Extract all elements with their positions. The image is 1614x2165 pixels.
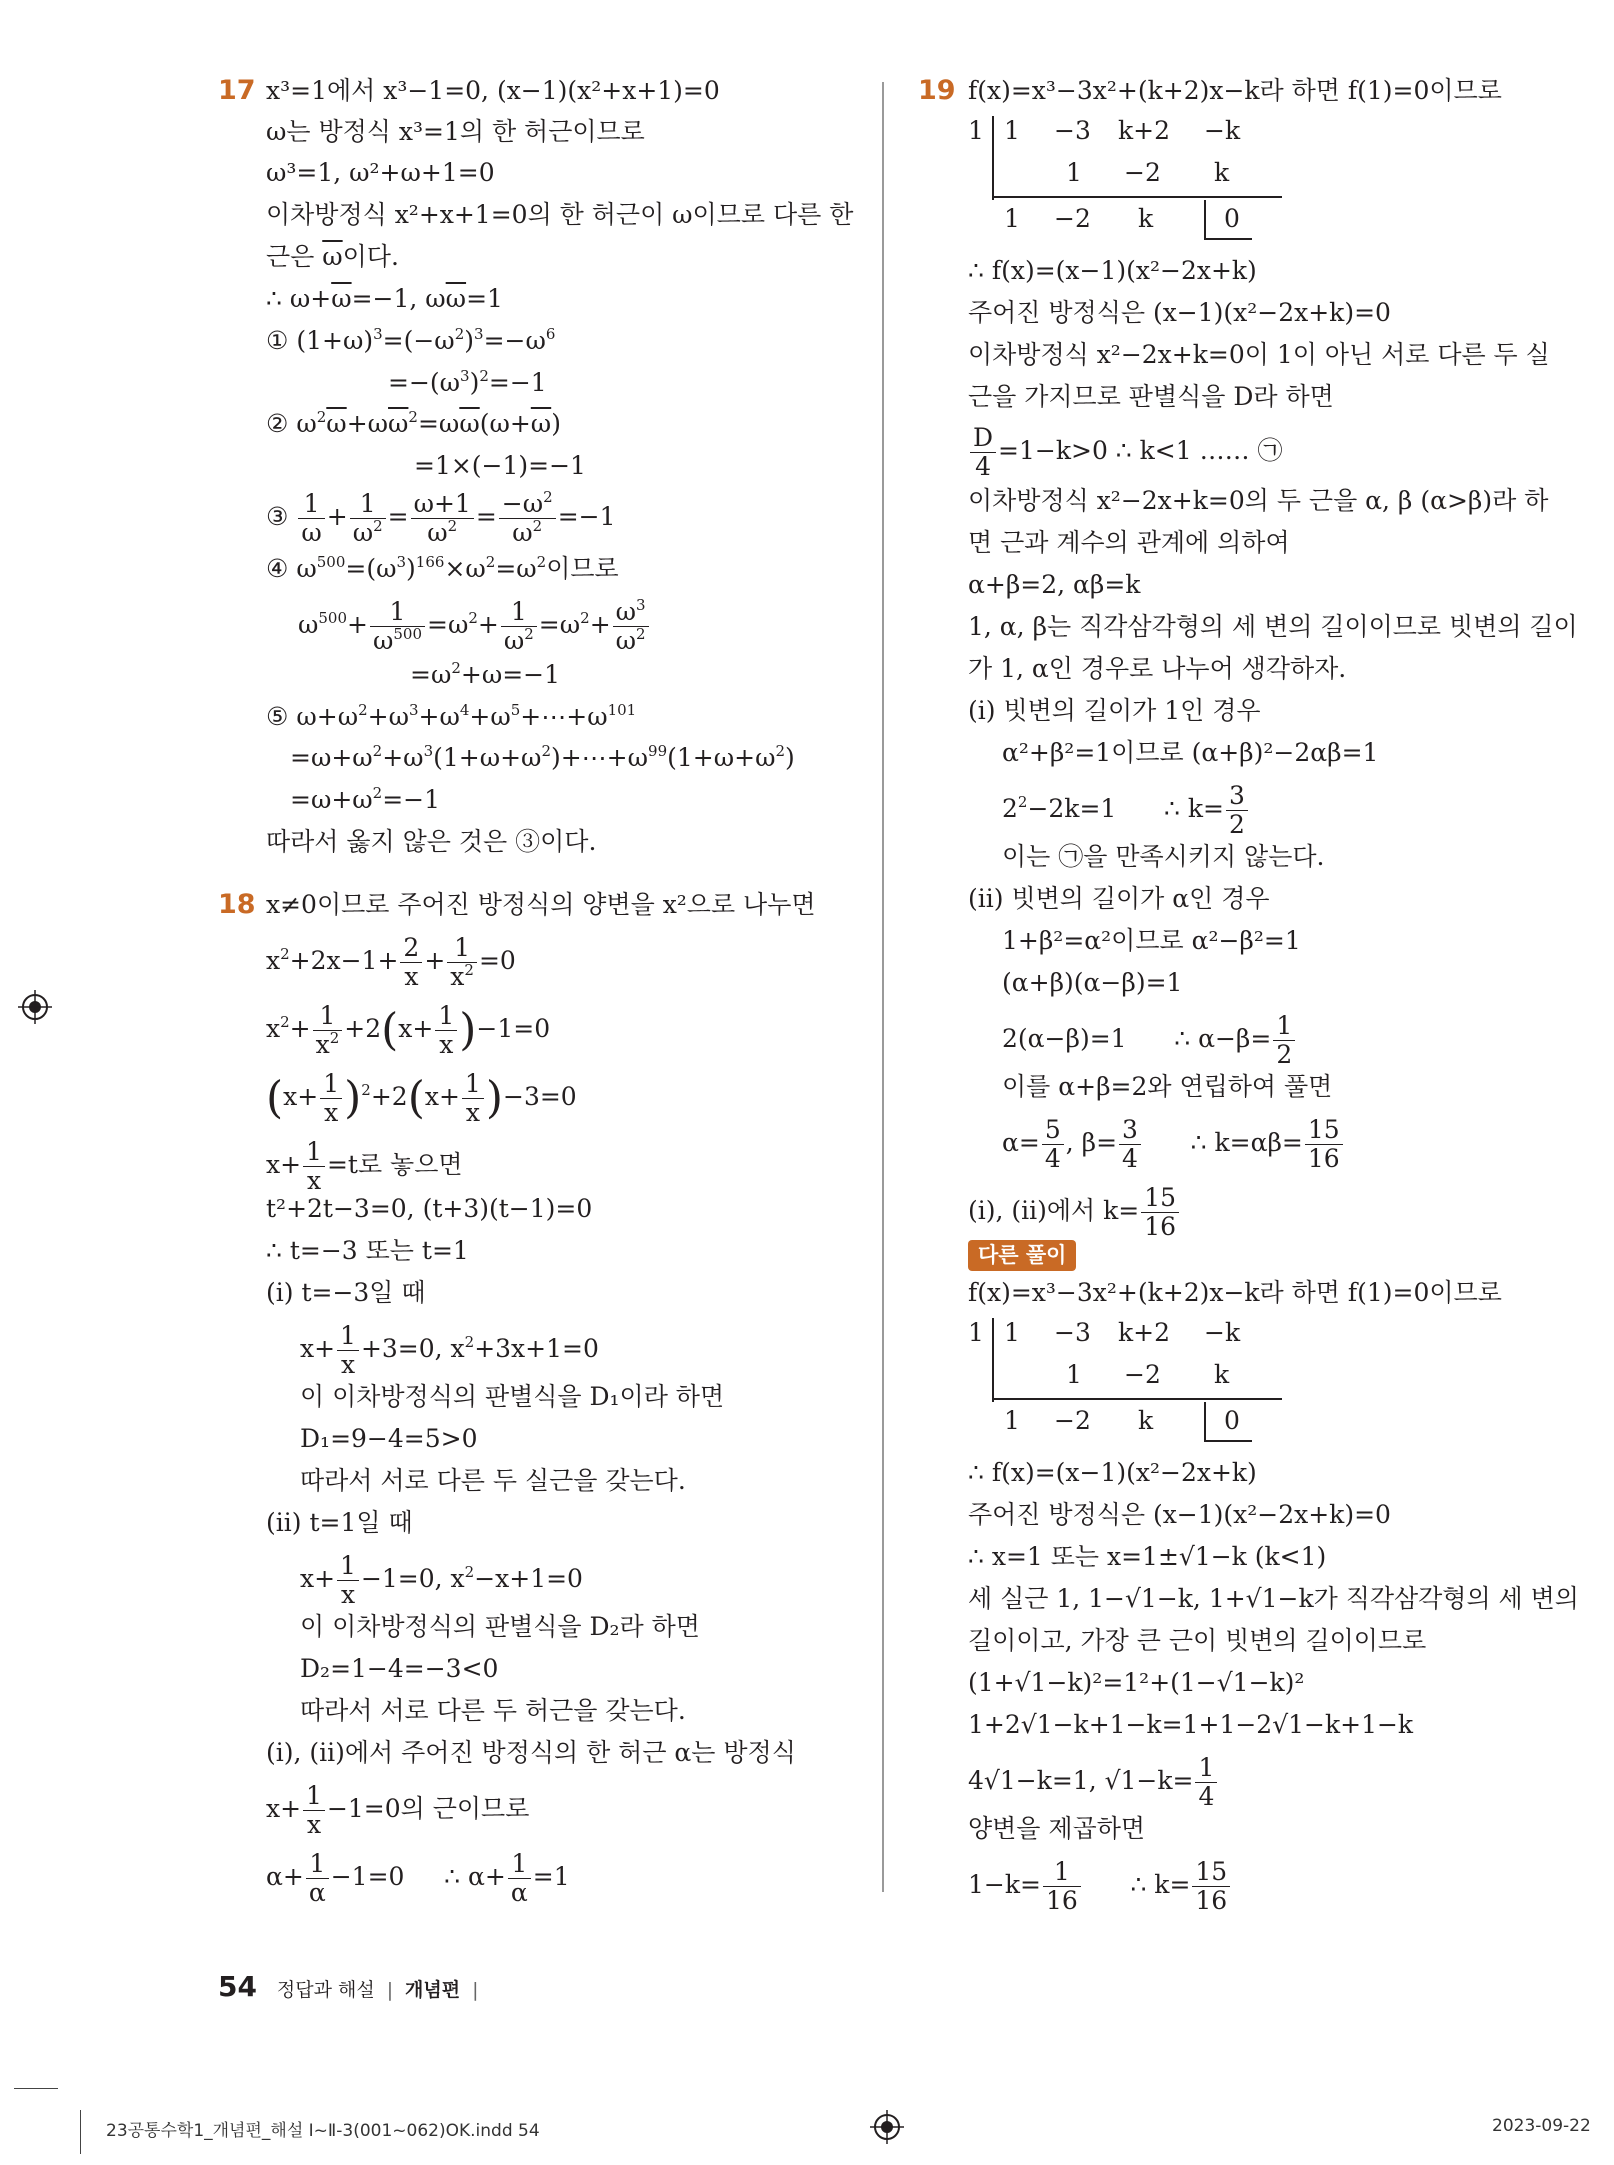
- p19-alt3: 주어진 방정식은 (x−1)(x²−2x+k)=0: [968, 1500, 1391, 1529]
- footer-separator-1: |: [386, 1979, 394, 2001]
- sd2-remainder-hline: [1204, 1440, 1252, 1442]
- p17-line1: x³=1에서 x³−1=0, (x−1)(x²+x+1)=0: [266, 76, 720, 105]
- sd2-c4: −k: [1204, 1318, 1241, 1347]
- sd1-remainder: 0: [1224, 204, 1240, 233]
- p18-case2-val: D₂=1−4=−3<0: [300, 1654, 499, 1683]
- p19-alt1: f(x)=x³−3x²+(k+2)x−k라 하면 f(1)=0이므로: [968, 1278, 1502, 1307]
- p19-line7: 이차방정식 x²−2x+k=0의 두 근을 α, β (α>β)라 하: [968, 486, 1549, 515]
- p19-line6: $\frac{D}{4}$ =1−k>0 ∴ k<1 …… ㉠: [968, 424, 1283, 481]
- p18-eq-1: $x^2+2x-1+$ $\frac{2}{x}$ + $\frac{1}{x^2}$ =0: [266, 933, 516, 991]
- p19-case2-a: 1+β²=α²이므로 α²−β²=1: [1002, 926, 1301, 955]
- sd2-r3b: −2: [1054, 1406, 1091, 1435]
- p18-case2-concl: 따라서 서로 다른 두 허근을 갖는다.: [300, 1696, 686, 1725]
- sd1-remainder-hline: [1204, 238, 1252, 240]
- sd2-r2a: 1: [1066, 1360, 1082, 1389]
- sd1-r2c: k: [1214, 158, 1230, 187]
- print-date: 2023-09-22: [1492, 2116, 1591, 2136]
- p19-alt10: 양변을 제곱하면: [968, 1814, 1145, 1843]
- column-divider: [882, 82, 884, 1892]
- p17-eq-4a: ④ $\omega^{500}=(\omega^3)^{166}\times\omega^2=\omega^2$이므로: [266, 553, 619, 583]
- p19-case1: (ⅰ) 빗변의 길이가 1인 경우: [968, 696, 1261, 725]
- p19-alt8: 1+2√1−k+1−k=1+1−2√1−k+1−k: [968, 1710, 1414, 1739]
- p19-line9: α+β=2, αβ=k: [968, 570, 1141, 599]
- p18-eq-t: t²+2t−3=0, (t+3)(t−1)=0: [266, 1194, 593, 1223]
- sd1-c4: −k: [1204, 116, 1241, 145]
- sd2-remainder-vline: [1204, 1402, 1206, 1442]
- sd2-r2b: −2: [1124, 1360, 1161, 1389]
- p19-alt7: (1+√1−k)²=1²+(1−√1−k)²: [968, 1668, 1305, 1697]
- p18-eq-3: (x+ $\frac{1}{x}$ )$^2$+2(x+ $\frac{1}{x}$ )−3=0: [266, 1069, 577, 1127]
- p19-alt11: 1−k= $\frac{1}{16}$ ∴ k= $\frac{15}{16}$: [968, 1858, 1232, 1915]
- p19-alt4: ∴ x=1 또는 x=1±√1−k (k<1): [968, 1542, 1327, 1571]
- sd1-c1: 1: [1004, 116, 1020, 145]
- sd1-r3c: k: [1138, 204, 1154, 233]
- p18-case1-concl: 따라서 서로 다른 두 실근을 갖는다.: [300, 1466, 686, 1495]
- p18-case1-eq: x+ $\frac{1}{x}$ +3=0, $x^2+3x+1=0$: [300, 1321, 599, 1379]
- p19-line2: ∴ f(x)=(x−1)(x²−2x+k): [968, 256, 1257, 285]
- p19-case2-c: 2(α−β)=1 ∴ α−β= $\frac{1}{2}$: [1002, 1012, 1297, 1069]
- sd1-r2b: −2: [1124, 158, 1161, 187]
- sd1-c2: −3: [1054, 116, 1091, 145]
- p17-line2: ω는 방정식 x³=1의 한 허근이므로: [266, 117, 645, 146]
- p19-line11: 가 1, α인 경우로 나누어 생각하자.: [968, 654, 1347, 683]
- footer-edition: 개념편: [405, 1979, 461, 2001]
- p18-case1-val: D₁=9−4=5>0: [300, 1424, 478, 1453]
- p19-line8: 면 근과 계수의 관계에 의하여: [968, 528, 1290, 557]
- p18-case2-disc: 이 이차방정식의 판별식을 D₂라 하면: [300, 1612, 700, 1641]
- p18-final3: α+ $\frac{1}{\alpha}$ −1=0 ∴ α+ $\frac{1}{\alpha}$ =1: [266, 1849, 570, 1907]
- synthetic-division-1: [968, 116, 1308, 246]
- sd2-divisor: 1: [968, 1318, 984, 1347]
- p17-eq-5a: ⑤ $\omega+\omega^2+\omega^3+\omega^4+\omega^5+\cdots+\omega^{101}$: [266, 701, 637, 731]
- p18-case1: (ⅰ) t=−3일 때: [266, 1278, 426, 1307]
- p19-alt6: 길이이고, 가장 큰 근이 빗변의 길이이므로: [968, 1626, 1427, 1655]
- print-file-info: 23공통수학1_개념편_해설 Ⅰ~Ⅱ-3(001~062)OK.indd 54: [106, 2121, 540, 2141]
- p17-eq-2b: =1×(−1)=−1: [414, 451, 586, 480]
- registration-mark-bottom-icon: [870, 2110, 904, 2144]
- p19-case2-b: (α+β)(α−β)=1: [1002, 968, 1183, 997]
- sd1-remainder-vline: [1204, 200, 1206, 240]
- p19-case2-e: α= $\frac{5}{4}$ , β= $\frac{3}{4}$ ∴ k=αβ= $\frac{15}{16}$: [1002, 1116, 1345, 1173]
- p18-eq-t2: ∴ t=−3 또는 t=1: [266, 1236, 469, 1265]
- p17-eq-5b: $=\omega+\omega^2+\omega^3(1+\omega+\omega^2)+\cdots+\omega^{99}(1+\omega+\omega^2)$: [290, 742, 795, 772]
- sd2-r3a: 1: [1004, 1406, 1020, 1435]
- synthetic-division-2: [968, 1318, 1308, 1448]
- p17-line4: 이차방정식 x²+x+1=0의 한 허근이 ω이므로 다른 한: [266, 200, 854, 229]
- problem-17-number: 17: [218, 75, 256, 106]
- p19-alt2: ∴ f(x)=(x−1)(x²−2x+k): [968, 1458, 1257, 1487]
- p18-eq-2: $x^2+$ $\frac{1}{x^2}$ +2(x+ $\frac{1}{x}$ )−1=0: [266, 1001, 551, 1059]
- sd2-remainder: 0: [1224, 1406, 1240, 1435]
- p18-case2: (ⅱ) t=1일 때: [266, 1508, 413, 1537]
- p18-line1: x≠0이므로 주어진 방정식의 양변을 x²으로 나누면: [266, 890, 816, 919]
- p19-case2-d: 이를 α+β=2와 연립하여 풀면: [1002, 1072, 1333, 1101]
- p17-eq-4b: $\omega^{500}+$ $\frac{1}{\omega^{500}}$ $=\omega^2+$ $\frac{1}{\omega^2}$ $=\omega^2+$ $\frac{\omega^3}{\omega^2}$: [298, 598, 651, 655]
- sd1-r3b: −2: [1054, 204, 1091, 233]
- footer-section: 정답과 해설: [276, 1979, 375, 2001]
- p17-line3: ω³=1, ω²+ω+1=0: [266, 158, 495, 187]
- footer-separator-2: |: [472, 1979, 479, 2001]
- problem-19-number: 19: [918, 75, 956, 106]
- p17-conclusion: 따라서 옳지 않은 것은 ③이다.: [266, 827, 597, 856]
- sd1-r3a: 1: [1004, 204, 1020, 233]
- p19-line4: 이차방정식 x²−2x+k=0이 1이 아닌 서로 다른 두 실: [968, 340, 1550, 369]
- p19-alt9: 4√1−k=1, √1−k= $\frac{1}{4}$: [968, 1754, 1219, 1811]
- sd1-c3: k+2: [1118, 116, 1171, 145]
- crop-mark-horizontal: [14, 2088, 58, 2089]
- p17-eq-1b: $=-(\omega^3)^2=-1$: [388, 367, 547, 397]
- sd2-c1: 1: [1004, 1318, 1020, 1347]
- p19-result: (ⅰ), (ⅱ)에서 k= $\frac{15}{16}$: [968, 1184, 1181, 1241]
- sd1-divisor: 1: [968, 116, 984, 145]
- sd2-r2c: k: [1214, 1360, 1230, 1389]
- p18-final2: x+ $\frac{1}{x}$ −1=0의 근이므로: [266, 1781, 530, 1839]
- p17-eq-5c: $=\omega+\omega^2=-1$: [290, 784, 441, 814]
- p19-case1-c: 이는 ㉠을 만족시키지 않는다.: [1002, 842, 1325, 871]
- page-number: 54: [218, 1970, 257, 2003]
- sd2-r3c: k: [1138, 1406, 1154, 1435]
- p17-eq-2a: ② $\omega^2\overline{\omega}+\omega\overline{\omega}^2=\omega\overline{\omega}(\omega+\overline{\omega})$: [266, 408, 561, 438]
- p19-line3: 주어진 방정식은 (x−1)(x²−2x+k)=0: [968, 298, 1391, 327]
- problem-18-number: 18: [218, 889, 256, 920]
- p19-case1-a: α²+β²=1이므로 (α+β)²−2αβ=1: [1002, 738, 1379, 767]
- p17-line5: 근은 $\overline{\omega}$이다.: [266, 242, 399, 271]
- p19-line5: 근을 가지므로 판별식을 D라 하면: [968, 382, 1334, 411]
- sd2-hline: [992, 1398, 1282, 1400]
- alt-solution-badge: 다른 풀이: [968, 1240, 1076, 1271]
- p19-line1: f(x)=x³−3x²+(k+2)x−k라 하면 f(1)=0이므로: [968, 76, 1502, 105]
- sd1-r2a: 1: [1066, 158, 1082, 187]
- p17-eq-3: ③ $\frac{1}{\omega}$ + $\frac{1}{\omega^2}$ = $\frac{\omega+1}{\omega^2}$ = $\frac{-\omega^2}{\omega^2}$ =−1: [266, 488, 616, 547]
- p17-eq-1a: ① $(1+\omega)^3=(-\omega^2)^3=-\omega^6$: [266, 325, 556, 355]
- sd2-c3: k+2: [1118, 1318, 1171, 1347]
- p19-alt5: 세 실근 1, 1−√1−k, 1+√1−k가 직각삼각형의 세 변의: [968, 1584, 1579, 1613]
- p18-final1: (ⅰ), (ⅱ)에서 주어진 방정식의 한 허근 α는 방정식: [266, 1738, 796, 1767]
- sd1-vline: [992, 116, 994, 200]
- p19-case2: (ⅱ) 빗변의 길이가 α인 경우: [968, 884, 1270, 913]
- p19-case1-b: $2^2-2k=1$ ∴ k= $\frac{3}{2}$: [1002, 782, 1250, 839]
- sd2-vline: [992, 1318, 994, 1402]
- p19-line10: 1, α, β는 직각삼각형의 세 변의 길이이므로 빗변의 길이: [968, 612, 1578, 641]
- p18-eq-subst: x+ $\frac{1}{x}$ =t로 놓으면: [266, 1137, 463, 1195]
- page-footer: [218, 1970, 482, 2003]
- sd1-hline: [992, 196, 1282, 198]
- registration-mark-left-icon: [18, 990, 52, 1024]
- p17-eq-sum: ∴ $\omega+\overline{\omega}=-1$, $\omega\overline{\omega}=1$: [266, 284, 503, 313]
- crop-mark-vertical: [80, 2110, 81, 2154]
- p18-case1-disc: 이 이차방정식의 판별식을 D₁이라 하면: [300, 1382, 725, 1411]
- p18-case2-eq: x+ $\frac{1}{x}$ −1=0, $x^2-x+1=0$: [300, 1551, 583, 1609]
- sd2-c2: −3: [1054, 1318, 1091, 1347]
- p17-eq-4c: $=\omega^2+\omega=-1$: [410, 659, 561, 689]
